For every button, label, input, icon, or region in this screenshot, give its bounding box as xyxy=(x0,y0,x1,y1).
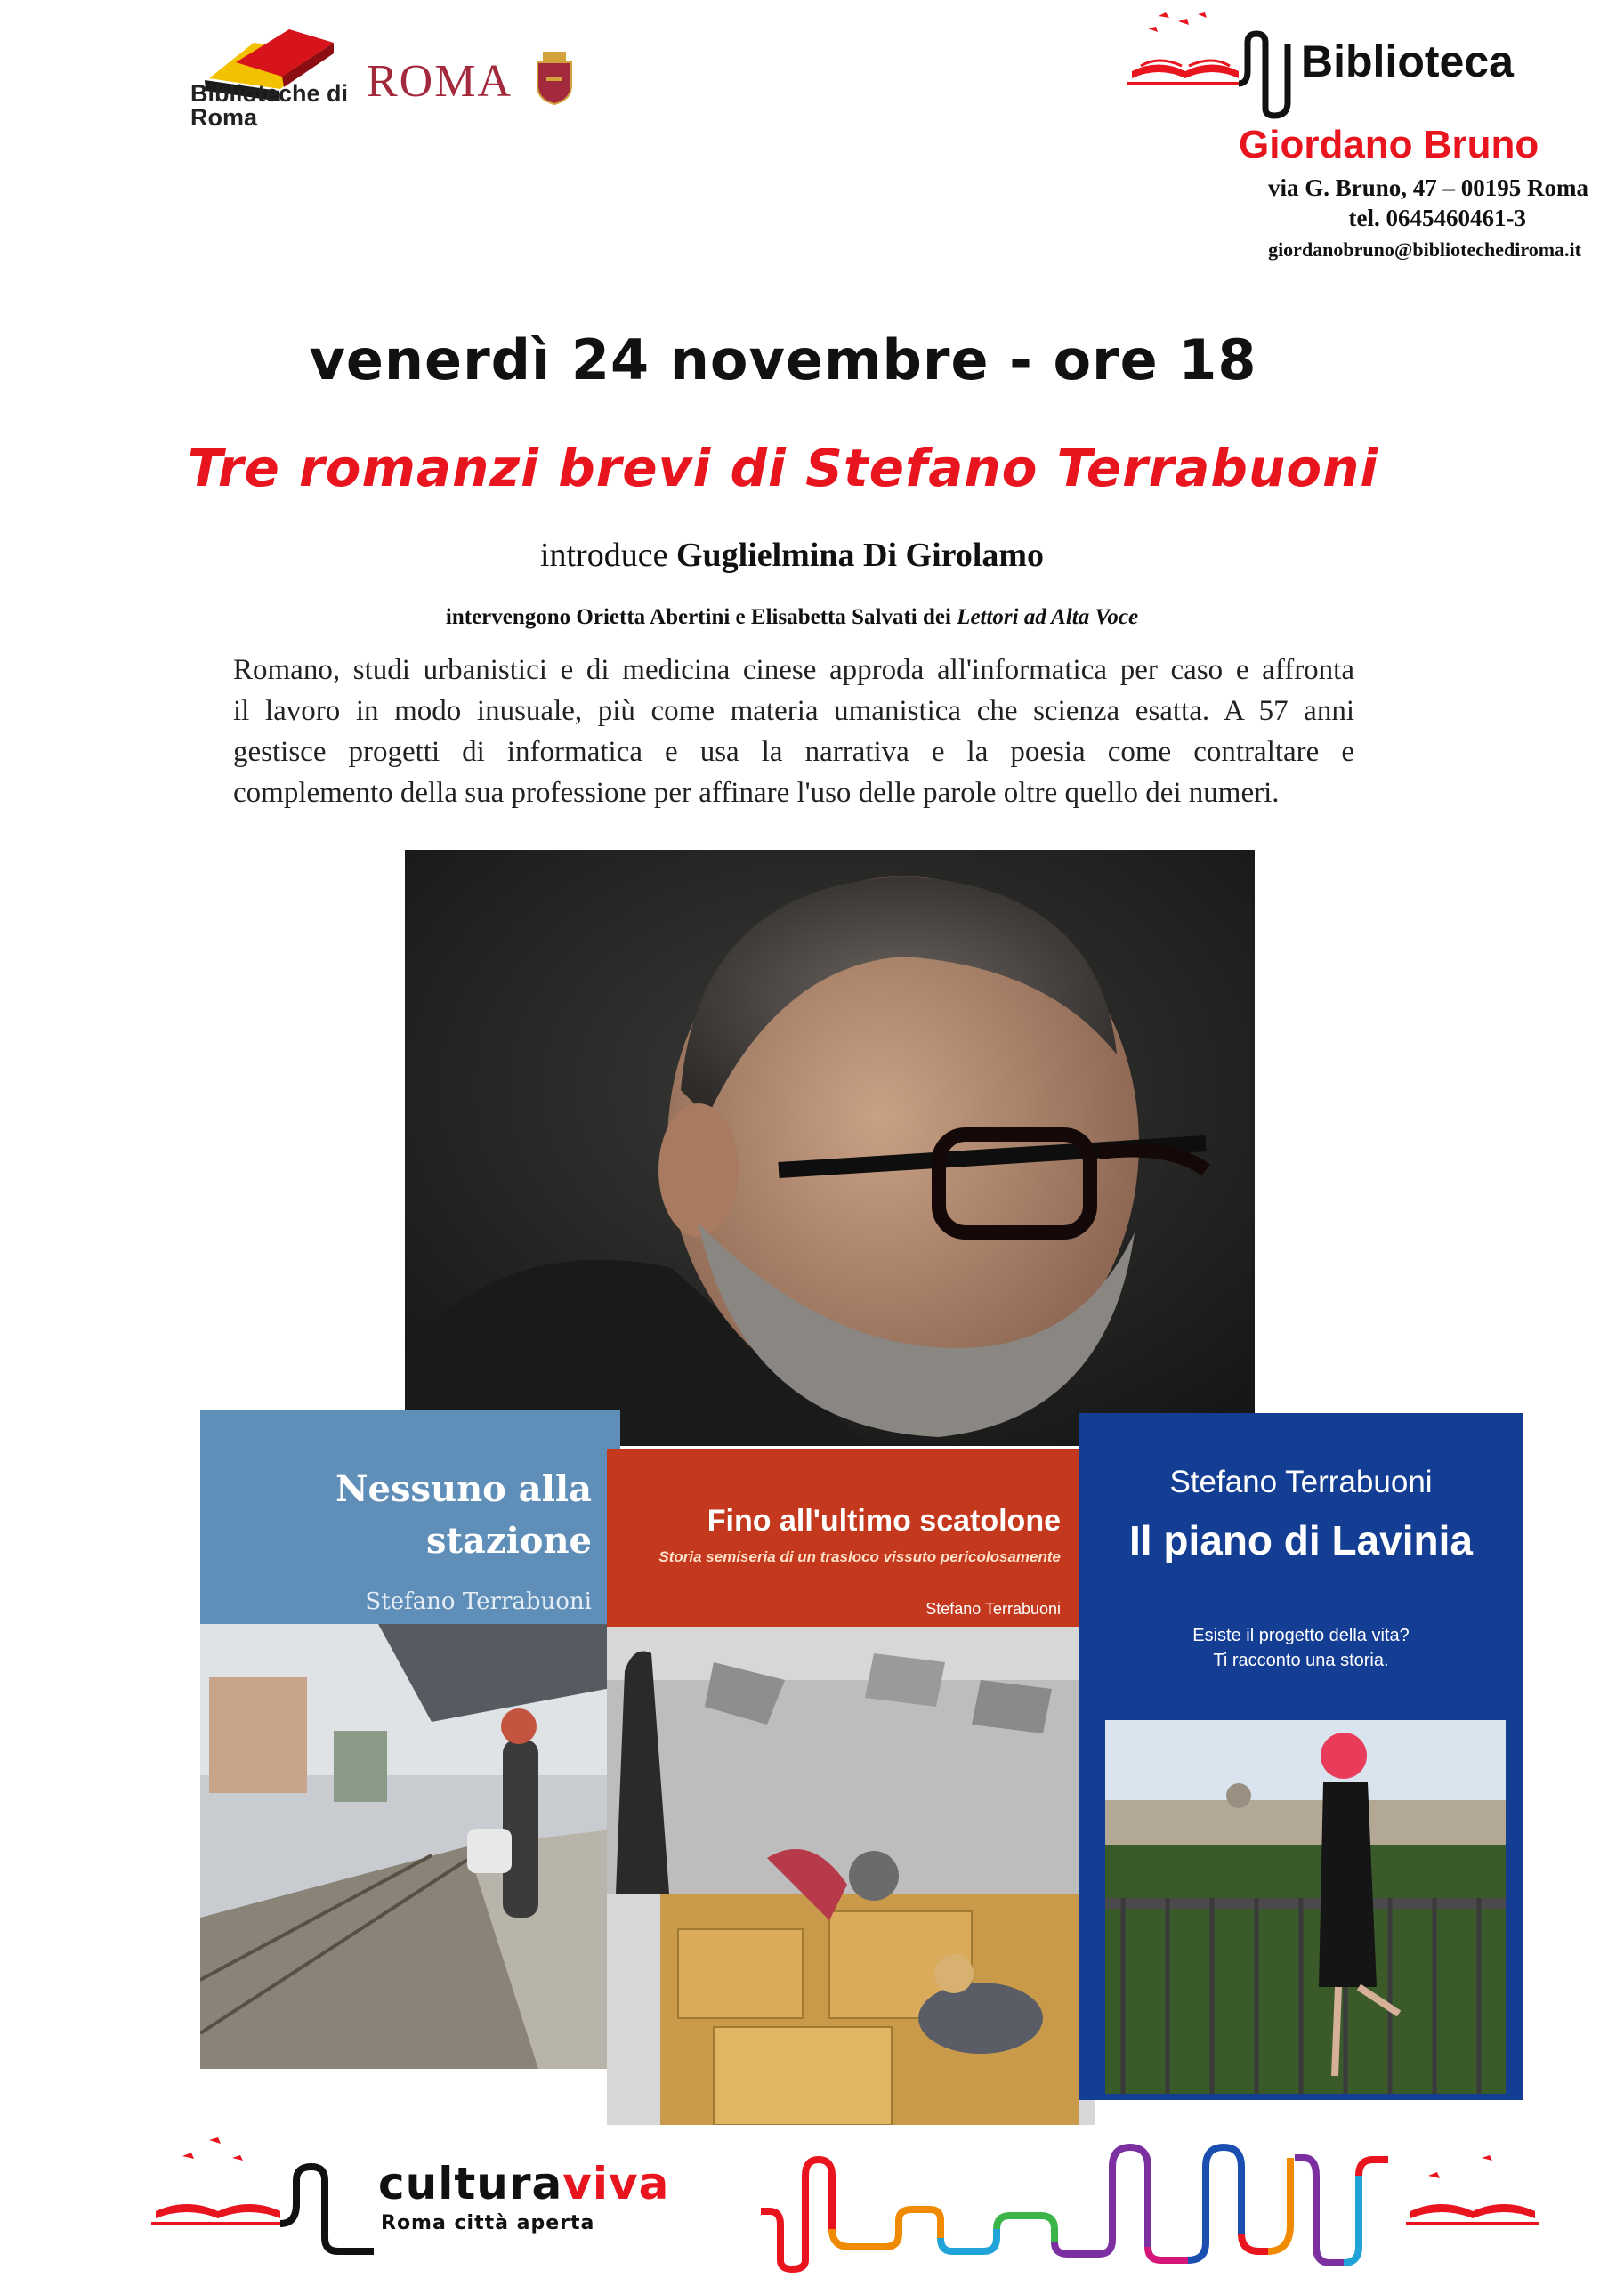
speakers-line xyxy=(0,605,1584,630)
book3-rooftop-image xyxy=(1105,1720,1506,2094)
bio-line: complemento della sua professione per affinare l'uso delle parole oltre quello dei numeri. xyxy=(233,777,1280,809)
book3-title: Il piano di Lavinia xyxy=(1129,1517,1473,1563)
biblioteca-logo-icon xyxy=(1123,9,1301,120)
book2-boxes-image xyxy=(607,1627,1095,2125)
introducer-name: Guglielmina Di Girolamo xyxy=(675,537,1045,574)
book1-station-image xyxy=(200,1624,620,2069)
culturaviva-tagline: Roma città aperta xyxy=(381,2212,595,2234)
event-date: venerdì 24 novembre - ore 18 xyxy=(309,327,1257,392)
book-cover-fino-all-ultimo-scatolone xyxy=(607,1449,1095,2125)
book3-tagline xyxy=(1079,1623,1523,1673)
speakers-group: Lettori ad Alta Voce xyxy=(957,605,1139,629)
book1-title-line: stazione xyxy=(425,1520,592,1562)
book3-author: Stefano Terrabuoni xyxy=(1169,1465,1433,1499)
bio-line: gestisce progetti di informatica e usa la narrativa e la poesia come contraltare e xyxy=(233,736,1354,768)
book1-title-line: Nessuno alla xyxy=(335,1468,592,1510)
culturaviva-part1: cultura xyxy=(378,2158,563,2209)
book1-title xyxy=(200,1464,592,1567)
event-title: Tre romanzi brevi di Stefano Terrabuoni xyxy=(187,438,1379,498)
library-email[interactable]: giordanobruno@bibliotechediroma.it xyxy=(1268,238,1581,261)
bio-line: Romano, studi urbanistici e di medicina cinese approda all'informatica per caso e affronta xyxy=(233,654,1354,686)
author-photo xyxy=(405,850,1255,1446)
speakers-prefix: intervengono Orietta Abertini e Elisabetta Salvati dei xyxy=(445,605,951,629)
introducer-line xyxy=(0,536,1584,575)
culturaviva-logo-art xyxy=(147,2104,1571,2274)
roma-shield-icon xyxy=(536,52,573,105)
biblioteche-di-roma-label: Biblioteche di Roma xyxy=(190,80,349,131)
biblioteca-label: Biblioteca xyxy=(1301,36,1514,86)
book2-subtitle: Storia semiseria di un trasloco vissuto pericolosamente xyxy=(658,1548,1061,1565)
roma-label: ROMA xyxy=(367,56,513,107)
bio-line: il lavoro in modo inusuale, più come materia umanistica che scienza esatta. A 57 anni xyxy=(233,695,1354,727)
library-name: Giordano Bruno xyxy=(1239,123,1539,166)
book-cover-il-piano-di-lavinia xyxy=(1079,1413,1523,2100)
library-address: via G. Bruno, 47 – 00195 Roma xyxy=(1267,174,1588,201)
book2-author: Stefano Terrabuoni xyxy=(925,1600,1061,1618)
book-cover-nessuno-alla-stazione xyxy=(200,1410,620,2069)
book3-tagline-line: Ti racconto una storia. xyxy=(1213,1651,1389,1670)
book2-title: Fino all'ultimo scatolone xyxy=(707,1504,1061,1538)
book3-tagline-line: Esiste il progetto della vita? xyxy=(1192,1626,1410,1645)
book1-author: Stefano Terrabuoni xyxy=(365,1588,592,1615)
culturaviva-brand xyxy=(378,2158,669,2209)
library-phone: tel. 0645460461-3 xyxy=(1348,205,1526,231)
author-bio xyxy=(233,650,1354,813)
introducer-prefix: introduce xyxy=(539,537,668,574)
culturaviva-part2: viva xyxy=(562,2158,670,2209)
